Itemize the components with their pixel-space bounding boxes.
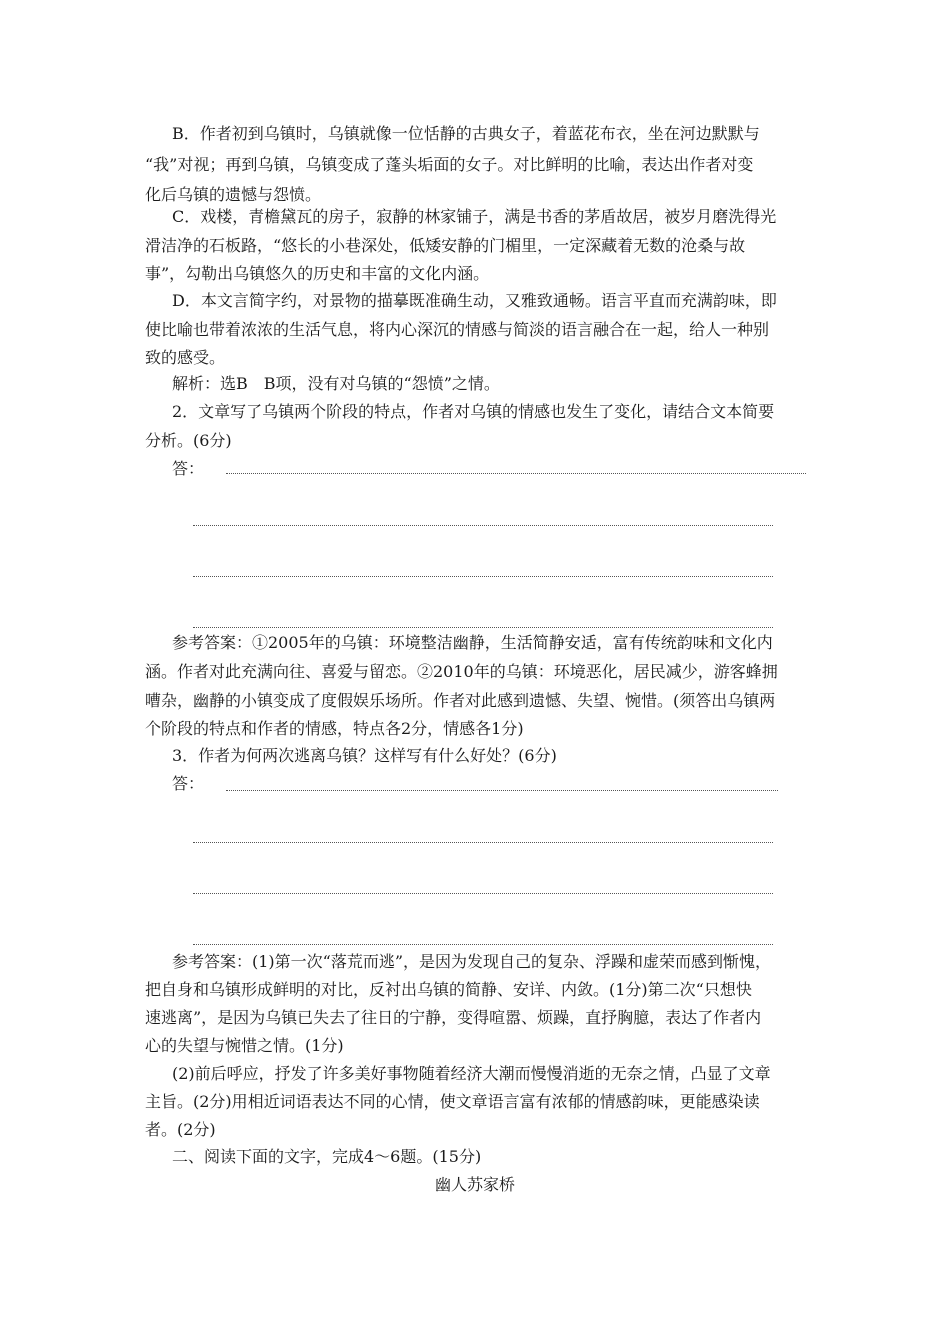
answer-2-line-1: 参考答案：①2005年的乌镇：环境整洁幽静，生活简静安适，富有传统韵味和文化内 [172,633,773,652]
question-3-answer-label: 答： [172,774,205,793]
answer-2-line-2: 涵。作者对此充满向往、喜爱与留恋。②2010年的乌镇：环境恶化，居民减少，游客蜂拥 [145,662,778,681]
question-2-answer-label: 答： [172,459,205,478]
analysis-1: 解析：选B B项，没有对乌镇的“怨愤”之情。 [172,374,500,393]
answer-3-line-2: 把自身和乌镇形成鲜明的对比，反衬出乌镇的简静、安详、内敛。(1分)第二次“只想快 [145,980,752,999]
option-d-line-1: D．本文言简字约，对景物的描摹既准确生动，又雅致通畅。语言平直而充满韵味，即 [172,291,777,310]
passage-title: 幽人苏家桥 [434,1175,515,1194]
answer-2-line-4: 个阶段的特点和作者的情感，特点各2分，情感各1分) [145,719,524,738]
option-d-line-2: 使比喻也带着浓浓的生活气息，将内心深沉的情感与简淡的语言融合在一起，给人一种别 [145,320,770,339]
answer-3-line-5: (2)前后呼应，抒发了许多美好事物随着经济大潮而慢慢消逝的无奈之情，凸显了文章 [172,1064,771,1083]
answer-3-line-3: 速逃离”，是因为乌镇已失去了往日的宁静，变得喧嚣、烦躁，直抒胸臆，表达了作者内 [145,1008,762,1027]
answer-3-blank-line-2[interactable] [193,842,773,843]
option-d-line-3: 致的感受。 [145,348,226,367]
section-2-heading: 二、阅读下面的文字，完成4～6题。(15分) [172,1147,482,1166]
option-b-line-1: B．作者初到乌镇时，乌镇就像一位恬静的古典女子，着蓝花布衣，坐在河边默默与 [172,124,760,143]
question-3: 3．作者为何两次逃离乌镇？这样写有什么好处？(6分) [172,746,557,765]
option-b-line-2: “我”对视；再到乌镇，乌镇变成了蓬头垢面的女子。对比鲜明的比喻，表达出作者对变 [145,155,754,174]
answer-3-blank-line-3[interactable] [193,893,773,894]
answer-3-line-6: 主旨。(2分)用相近词语表达不同的心情，使文章语言富有浓郁的情感韵味，更能感染读 [145,1092,760,1111]
answer-2-blank-line-2[interactable] [193,525,773,526]
answer-3-line-1: 参考答案：(1)第一次“落荒而逃”，是因为发现自己的复杂、浮躁和虚荣而感到惭愧， [172,952,772,971]
question-2-line-1: 2．文章写了乌镇两个阶段的特点，作者对乌镇的情感也发生了变化，请结合文本简要 [172,402,775,421]
answer-2-line-3: 嘈杂，幽静的小镇变成了度假娱乐场所。作者对此感到遗憾、失望、惋惜。(须答出乌镇两 [145,691,776,710]
option-c-line-1: C．戏楼，青檐黛瓦的房子，寂静的林家铺子，满是书香的茅盾故居，被岁月磨洗得光 [172,207,777,226]
option-b-line-3: 化后乌镇的遗憾与怨愤。 [145,185,322,204]
answer-2-blank-line-3[interactable] [193,576,773,577]
option-c-line-3: 事”，勾勒出乌镇悠久的历史和丰富的文化内涵。 [145,264,490,283]
answer-3-blank-line-4[interactable] [193,944,773,945]
answer-2-blank-line-1[interactable] [226,473,806,474]
question-2-line-2: 分析。(6分) [145,431,232,450]
answer-2-blank-line-4[interactable] [193,627,773,628]
answer-3-line-4: 心的失望与惋惜之情。(1分) [145,1036,344,1055]
answer-3-blank-line-1[interactable] [226,790,778,791]
answer-3-line-7: 者。(2分) [145,1120,216,1139]
option-c-line-2: 滑洁净的石板路，“悠长的小巷深处，低矮安静的门楣里，一定深藏着无数的沧桑与故 [145,236,746,255]
